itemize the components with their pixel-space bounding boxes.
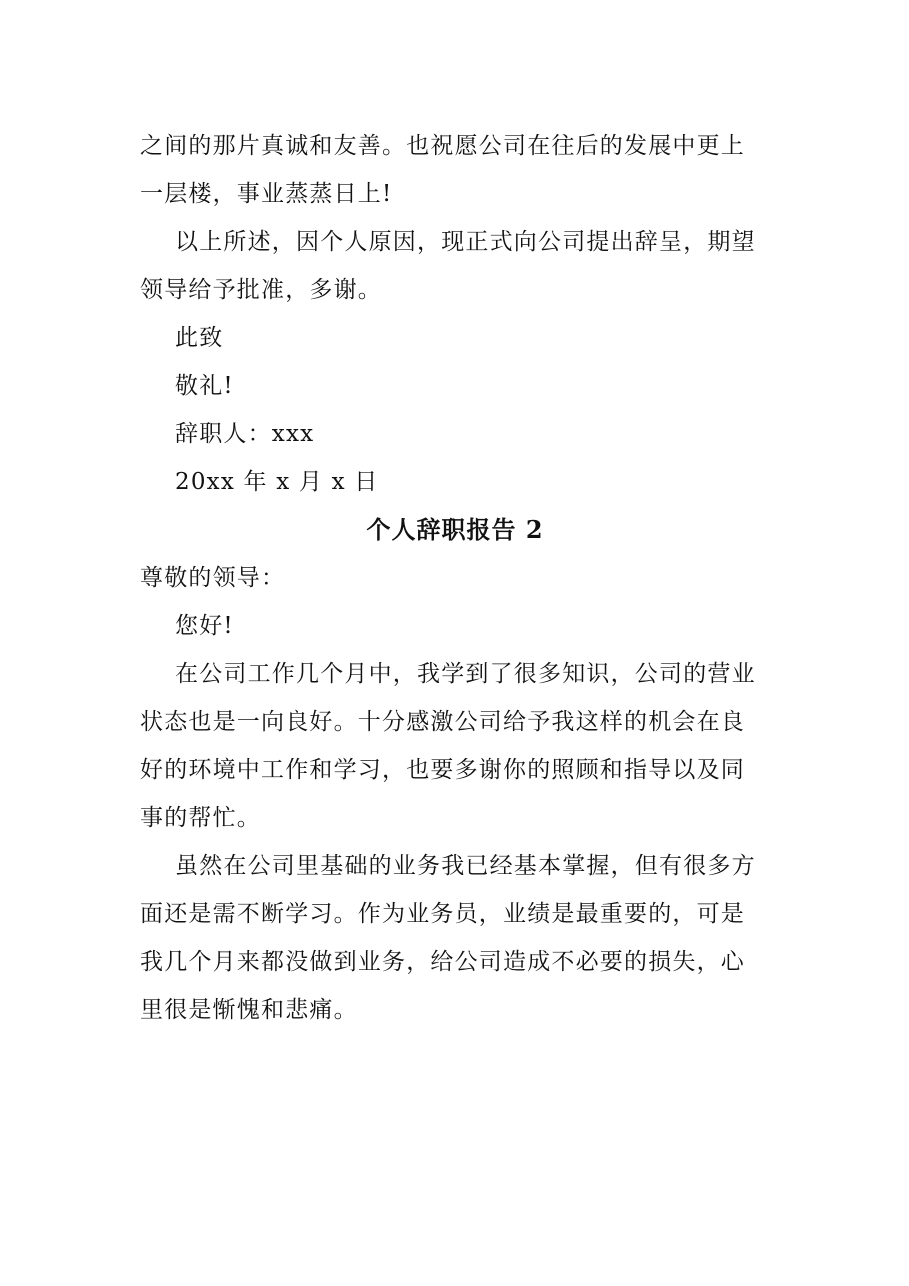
paragraph-line: 一层楼，事业蒸蒸日上! — [140, 181, 393, 207]
paragraph-line: 里很是惭愧和悲痛。 — [140, 997, 358, 1023]
paragraph-line: 事的帮忙。 — [140, 805, 261, 831]
document-body — [140, 122, 770, 1034]
paragraph-line: 面还是需不断学习。作为业务员，业绩是最重要的，可是 — [140, 901, 745, 927]
paragraph-line: 领导给予批准，多谢。 — [140, 277, 382, 303]
paragraph-line: 以上所述，因个人原因，现正式向公司提出辞呈，期望 — [175, 229, 756, 255]
salutation-line: 敬礼! — [175, 373, 234, 399]
paragraph-line: 在公司工作几个月中，我学到了很多知识，公司的营业 — [175, 661, 756, 687]
paragraph-line: 好的环境中工作和学习，也要多谢你的照顾和指导以及同 — [140, 757, 745, 783]
greeting-line: 您好! — [175, 613, 234, 639]
paragraph-line: 虽然在公司里基础的业务我已经基本掌握，但有很多方 — [175, 853, 756, 879]
signature-line: 辞职人：xxx — [175, 421, 315, 447]
greeting-line: 尊敬的领导： — [140, 565, 286, 591]
section-title: 个人辞职报告 2 — [366, 515, 544, 544]
paragraph-line: 之间的那片真诚和友善。也祝愿公司在往后的发展中更上 — [140, 133, 745, 159]
date-line: 20xx 年 x 月 x 日 — [175, 469, 379, 495]
closing-line: 此致 — [175, 325, 224, 351]
paragraph-line: 我几个月来都没做到业务，给公司造成不必要的损失，心 — [140, 949, 745, 975]
paragraph-line: 状态也是一向良好。十分感激公司给予我这样的机会在良 — [140, 709, 745, 735]
